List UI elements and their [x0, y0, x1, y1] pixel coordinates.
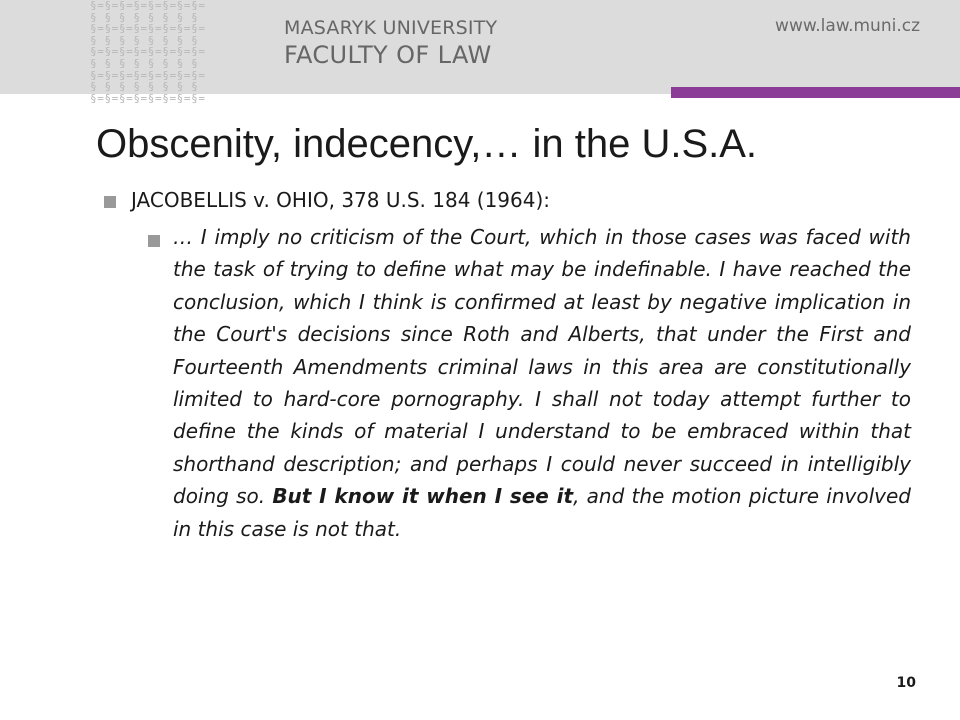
quote-text: … I imply no criticism of the Court, which in those cases was faced with the task of trying to define what may be indefinable. I have reached the conclusion, which I think is confirmed at least by negative implication in the Court's decisions since Roth and Alberts, that under the First and Fourteenth Amendments criminal laws in this area are constitutionally limited to hard-core pornography. I shall not today attempt further to define the kinds of material I understand to be embraced within that shorthand description; and perhaps I could never succeed in intelligibly doing so.: [173, 225, 911, 509]
quote-emphasis: But I know it when I see it: [272, 484, 574, 509]
page-number: 10: [896, 675, 916, 691]
website-url[interactable]: www.law.muni.cz: [775, 16, 920, 36]
brand-faculty-name: FACULTY OF LAW: [284, 41, 492, 69]
bullet-square-icon: [104, 196, 116, 208]
case-citation: JACOBELLIS v. OHIO, 378 U.S. 184 (1964):: [131, 188, 551, 212]
brand-university-name: MASARYK UNIVERSITY: [284, 17, 498, 39]
slide-title: Obscenity, indecency,… in the U.S.A.: [96, 122, 758, 166]
section-sign-pattern-logo: §=§=§=§=§=§=§=§= § § § § § § § § §=§=§=§=§=§=§=§= § § § § § § § § §=§=§=§=§=§=§=§= § § § § § § § § §=§=§=§=§=§=§=§= § § § § § § § § §=§=§=§=§=§=§=§=: [90, 0, 206, 105]
university-brand: [284, 17, 497, 69]
court-quote: [173, 221, 911, 545]
quote-text-end: , and the motion picture involved in this case is not that.: [173, 484, 911, 541]
accent-bar: [671, 87, 960, 98]
sub-bullet-square-icon: [148, 235, 160, 247]
header-bar: [0, 0, 960, 105]
